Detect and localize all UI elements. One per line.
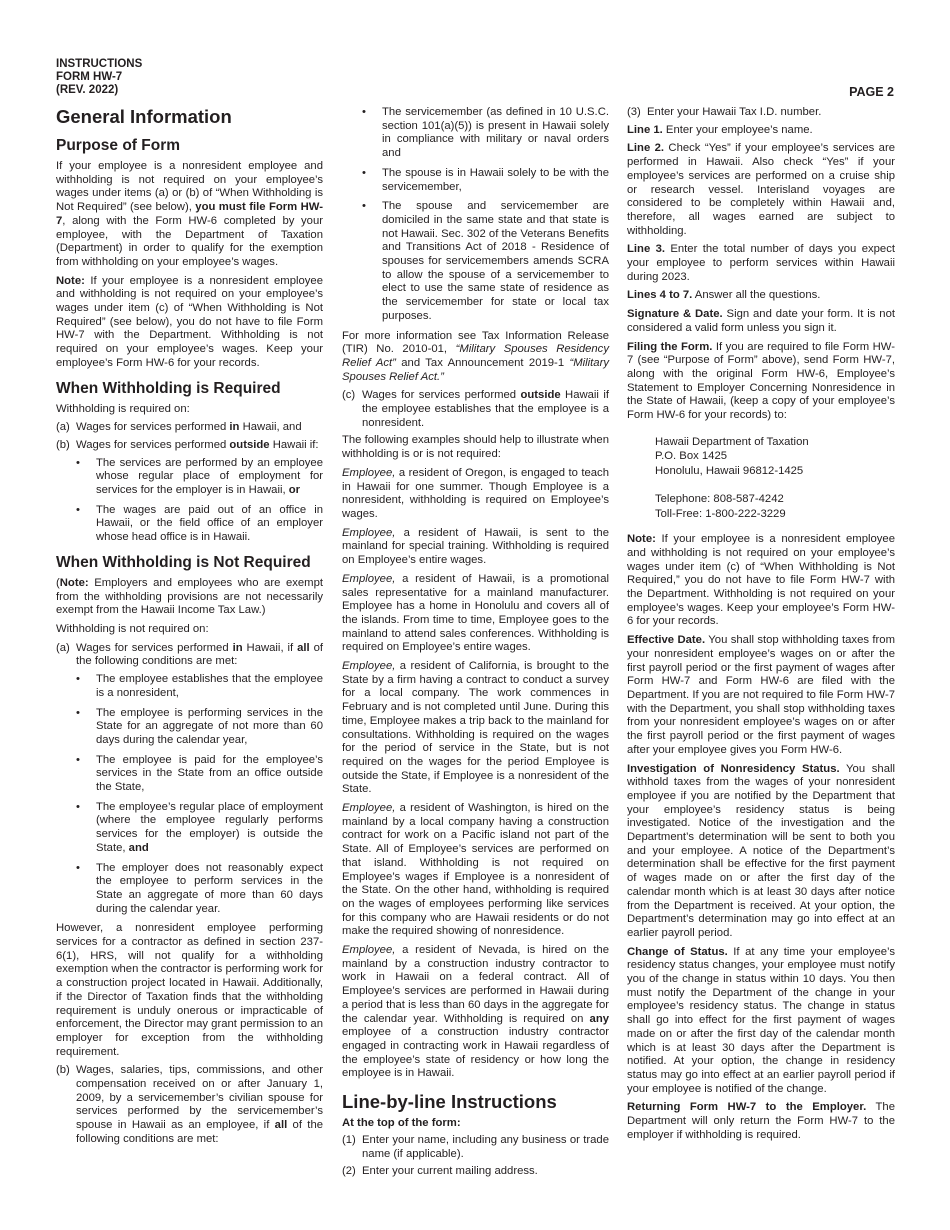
not-required-item-c: (c) Wages for services performed outside Hawaii if the employee establishes that the employee is a nonresident. <box>342 389 609 429</box>
mailing-address <box>655 435 895 522</box>
line-3-instruction: Line 3. Enter the total number of days you expect your employee to perform services within Hawaii during 2023. <box>627 243 895 283</box>
signature-instruction: Signature & Date. Sign and date your form. It is not considered a valid form unless you sign it. <box>627 308 895 334</box>
heading-line-by-line: Line-by-line Instructions <box>342 1091 557 1113</box>
page-number: PAGE 2 <box>849 85 894 99</box>
required-b-bullet-1: • The services are performed by an employee whose regular place of employment for services for the employer is in Hawaii, or <box>76 456 323 497</box>
effective-date: Effective Date. You shall stop withholding taxes from your nonresident employee’s wages on or after the first payroll period or the first payment of wages after Form HW-7 and Form HW-6 are filed with the Department. If you are not required to file Form HW-7 with the Department, you shall stop withholding taxes from your nonresident employee’s wages on or after the first payroll period or the first payment of wages after your employee gives you Form HW-6. <box>627 634 895 756</box>
header-line-1: INSTRUCTIONS <box>56 58 143 70</box>
top-item-2: (2) Enter your current mailing address. <box>342 1165 538 1178</box>
returning-form: Returning Form HW-7 to the Employer. The Department will only return the Form HW-7 to the employer if withholding is required. <box>627 1101 895 1141</box>
header-line-3: (REV. 2022) <box>56 84 119 96</box>
top-item-3: (3) Enter your Hawaii Tax I.D. number. <box>627 106 822 118</box>
example-6: Employee, a resident of Nevada, is hired on the mainland by a construction industry contractor to work in Hawaii on a federal contract. All of Employee’s services are performed in Hawaii during a period that is less than 60 days in the aggregate for the calendar year. Withholding is required on any employee of a construction industry contractor engaged in contracting work in Hawaii regardless of the employee’s state of residency or how long the employee is in Hawaii. <box>342 944 609 1080</box>
purpose-paragraph: If your employee is a nonresident employee and withholding is not required on your employee’s wages under items (a) or (b) of “When Withholding is Not Required” (see below), you must file Form HW-7, along with the Form HW-6 completed by your employee, with the Department of Taxation (Department) in order to qualify for the exemption from withholding on your employee’s wages. <box>56 160 323 268</box>
purpose-note: Note: If your employee is a nonresident employee and withholding is not required on your employee’s wages under item (c) of “When Withholding is Not Required” (see below), you do not have to file Form HW-7 with the Department. Withholding is not required on your employee’s wages. Keep your employee’s Form HW-6 for your records. <box>56 274 323 369</box>
telephone: Telephone: 808-587-4242 <box>655 493 784 506</box>
bullet-icon: • <box>76 753 80 766</box>
note-paragraph: Note: If your employee is a nonresident employee and withholding is not required on your employee’s wages under item (c) of “When Withholding is Not Required,” you do not have to file Form HW-7 with the Department. Withholding is not required on your employee’s wages. Keep your employee’s Form HW-6 for your records. <box>627 533 895 628</box>
toll-free: Toll-Free: 1-800-222-3229 <box>655 507 786 520</box>
investigation-status: Investigation of Nonresidency Status. You shall withhold taxes from the wages of your nonresident employee if you are notified by the Department that your employee’s residency status is being investigated. Notice of the investigation and the Department’s determination will be sent to both you and your employee. A notice of the Department’s determination shall be effective for the first payment of wages made on or after the first day of the calendar month which is at least 30 days after notice from the Department is received. At your option, the Department’s determination may go into effect at an earlier payroll period. <box>627 762 895 939</box>
required-item-b: (b) Wages for services performed outside Hawaii if: <box>56 438 319 451</box>
bullet-icon: • <box>76 861 80 874</box>
required-item-a: (a) Wages for services performed in Hawaii, and <box>56 421 302 434</box>
heading-general-information: General Information <box>56 106 232 127</box>
spouse-bullet-1: • The servicemember (as defined in 10 U.S.C. section 101(a)(5)) is present in Hawaii solely in compliance with military or naval orders and <box>362 106 609 160</box>
change-of-status: Change of Status. If at any time your employee’s residency status changes, your employee must notify you of the change in status within 10 days. You then must notify the Department of the change in your employee’s residency status. The change in status shall go into effect for the first payment of wages made on or after the first day of the calendar month which is at least 30 days after the Department is notified. At your option, the change in residency status may go into effect at an earlier payroll period if your employee is notified of the change. <box>627 945 896 1095</box>
line-2-instruction: Line 2. Check “Yes” if your employee’s services are performed in Hawaii. Also check “Yes” if your employee’s services are performed on a cruise ship or research vessel. Interisland voyages are considered to be completely within Hawaii and, therefore, all wages earned are subject to withholding. <box>627 142 895 237</box>
address-line-1: Hawaii Department of Taxation <box>655 435 809 448</box>
form-header <box>56 58 142 97</box>
bullet-icon: • <box>76 673 80 686</box>
bullet-icon: • <box>362 166 366 179</box>
top-of-form-label: At the top of the form: <box>342 1117 461 1130</box>
not-required-item-b: (b) Wages, salaries, tips, commissions, and other compensation received on or after January 1, 2009, by a servicemember’s civilian spouse for services performed by the servicemember’s spouse in Hawaii as an employee, if all of the following conditions are met: <box>56 1064 324 1145</box>
not-required-item-a: (a) Wages for services performed in Hawaii, if all of the following conditions are met: <box>56 641 324 668</box>
not-required-a-bullet-2: • The employee is performing services in the State for an aggregate of not more than 60 days during the calendar year, <box>76 706 323 746</box>
bullet-icon: • <box>76 456 80 469</box>
address-line-2: P.O. Box 1425 <box>655 450 728 463</box>
filing-instruction: Filing the Form. If you are required to file Form HW-7 (see “Purpose of Form” above), send Form HW-7, along with the original Form HW-6, Employee’s Statement to Employer Concerning Nonresidence in the State of Hawaii, (keep a copy of your employee’s Form HW-6 for your records) to: <box>627 340 895 422</box>
spouse-bullet-2: • The spouse is in Hawaii solely to be with the servicemember, <box>362 166 609 193</box>
bullet-icon: • <box>76 706 80 719</box>
example-4: Employee, a resident of California, is brought to the State by a firm having a contract to conduct a survey for a local company. The work commences in February and is not completed until June. During this time, Employee makes a trip back to the mainland for consultations. Withholding is required on the wages for the period of service in the State, but is not required on the wages for the period Employee is outside the State, if Employee is a nonresident of the State. <box>342 660 609 796</box>
example-5: Employee, a resident of Washington, is hired on the mainland by a local company having a construction contract for work on a Pacific island not part of the State. All of Employee’s services are performed on that island. Withholding is not required on Employee’s wages if Employee is a nonresident of the State. On the other hand, withholding is required on the wages of employees performing like services for this company who are Hawaii residents or do not make the required showing of nonresidence. <box>342 802 609 938</box>
however-paragraph: However, a nonresident employee performing services for a contractor as defined in section 237-6(1), HRS, will not qualify for a withholding exemption when the contractor is performing work for a construction project located in Hawaii. Additionally, if the Director of Taxation finds that the withholding requirement is unduly onerous or impracticable of enforcement, the Director may grant permission to an employer for exception from the withholding requirement. <box>56 922 323 1058</box>
example-1: Employee, a resident of Oregon, is engaged to teach in Hawaii for one summer. Though Employee is a nonresident, withholding is required on Employee’s wages. <box>342 466 609 520</box>
not-required-a-bullet-1: • The employee establishes that the employee is a nonresident, <box>76 673 323 699</box>
not-required-a-bullet-3: • The employee is paid for the employee’s services in the State from an office outside the State, <box>76 753 323 794</box>
bullet-icon: • <box>76 503 80 516</box>
required-intro: Withholding is required on: <box>56 402 190 415</box>
bullet-icon: • <box>362 200 366 213</box>
lines-4-7-instruction: Lines 4 to 7. Answer all the questions. <box>627 289 821 302</box>
more-information: For more information see Tax Information Release (TIR) No. 2010-01, “Military Spouses Residency Relief Act” and Tax Announcement 2019-1 “Military Spouses Relief Act.” <box>342 329 609 383</box>
heading-withholding-required: When Withholding is Required <box>56 379 281 397</box>
address-line-3: Honolulu, Hawaii 96812-1425 <box>655 464 804 477</box>
spouse-bullet-3: • The spouse and servicemember are domiciled in the same state and that state is not Hawaii. Sec. 302 of the Veterans Benefits and Transitions Act of 2018 - Residence of spouses for servicemembers amends SCRA to allow the spouse of a servicemember to elect to use the same state of residence as the servicemember for state or local tax purposes. <box>362 200 609 322</box>
column-3 <box>627 106 895 1148</box>
top-item-1: (1) Enter your name, including any business or trade name (if applicable). <box>342 1133 609 1160</box>
not-required-a-bullet-4: • The employee’s regular place of employment (where the employee regularly performs services for the employer) is outside the State, and <box>76 800 323 854</box>
not-required-intro: Withholding is not required on: <box>56 622 209 635</box>
bullet-icon: • <box>76 800 80 813</box>
heading-purpose-of-form: Purpose of Form <box>56 137 181 154</box>
example-2: Employee, a resident of Hawaii, is sent to the mainland for special training. Withholding is required on Employee’s entire wages. <box>342 526 609 567</box>
example-3: Employee, a resident of Hawaii, is a promotional sales representative for a mainland manufacturer. Employee has a home in Honolulu and covers all of the islands. From time to time, Employee goes to the mainland to attend sales conferences. Withholding is required on Employee’s entire wages. <box>342 572 609 654</box>
column-1 <box>56 106 323 1151</box>
line-1-instruction: Line 1. Enter your employee’s name. <box>627 123 813 136</box>
not-required-a-bullet-5: • The employer does not reasonably expect the employee to perform services in the State an aggregate of more than 60 days during the calendar year. <box>76 861 323 915</box>
column-2 <box>342 106 609 1183</box>
required-b-bullet-2: • The wages are paid out of an office in Hawaii, or the field office of an employer whose head office is in Hawaii. <box>76 503 323 544</box>
examples-intro: The following examples should help to illustrate when withholding is or is not required: <box>342 434 609 461</box>
bullet-icon: • <box>362 106 366 118</box>
heading-withholding-not-required: When Withholding is Not Required <box>56 553 311 571</box>
header-line-2: FORM HW-7 <box>56 71 123 83</box>
not-required-note: (Note: Employers and employees who are exempt from the withholding provisions are not necessarily exempt from the Hawaii Income Tax Law.) <box>56 576 323 617</box>
